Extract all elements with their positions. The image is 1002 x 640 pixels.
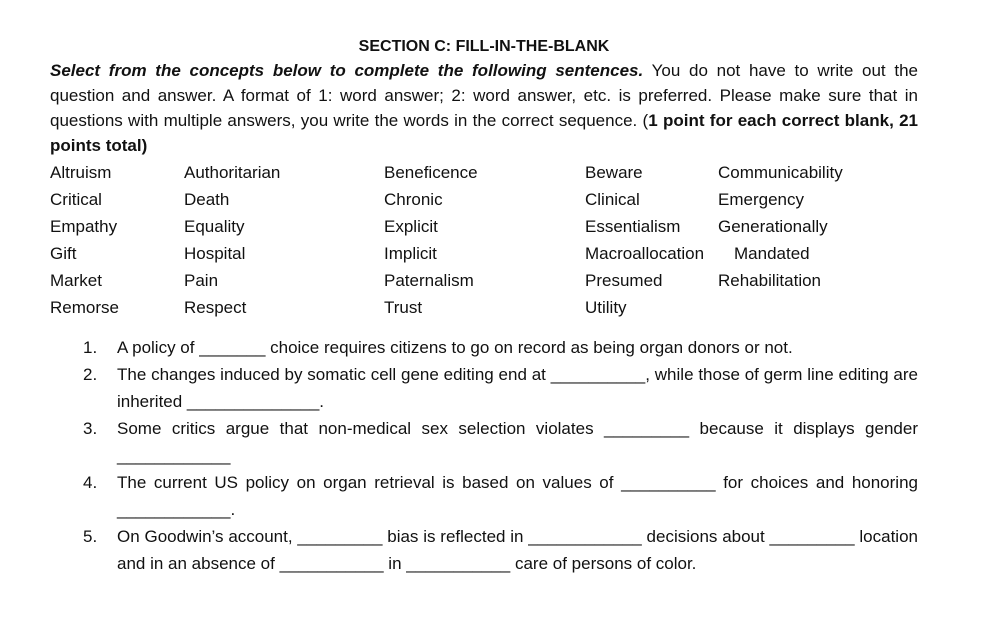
word-bank-column-2 <box>184 160 280 322</box>
word-bank-column-1 <box>50 160 119 322</box>
word-bank-item: Critical <box>50 190 102 209</box>
question-text: Some critics argue that non-medical sex selection violates _________ because it displays gender ____________ <box>117 419 918 465</box>
word-bank-item: Clinical <box>585 190 640 209</box>
word-bank-item: Chronic <box>384 190 443 209</box>
question-text: The changes induced by somatic cell gene editing end at __________, while those of germ line editing are inherited ______________. <box>117 365 918 411</box>
question-number: 4. <box>83 473 98 492</box>
word-bank-item: Explicit <box>384 217 438 236</box>
word-bank-item: Market <box>50 271 102 290</box>
word-bank-item: Trust <box>384 298 423 317</box>
word-bank-item: Macroallocation <box>585 244 705 263</box>
question-number: 2. <box>83 365 98 384</box>
question-text: A policy of _______ choice requires citizens to go on record as being organ donors or not. <box>117 338 793 357</box>
word-bank-column-5 <box>718 160 843 295</box>
word-bank-column-4 <box>585 160 704 322</box>
word-bank <box>50 160 918 322</box>
word-bank-item: Utility <box>585 298 627 317</box>
question-5 <box>50 523 918 577</box>
section-title: SECTION C: FILL-IN-THE-BLANK <box>358 38 610 55</box>
word-bank-item: Rehabilitation <box>718 271 822 290</box>
word-bank-item: Presumed <box>585 271 663 290</box>
question-number: 1. <box>83 338 98 357</box>
word-bank-item: Implicit <box>384 244 437 263</box>
word-bank-item: Equality <box>184 217 245 236</box>
word-bank-item: Altruism <box>50 163 112 182</box>
word-bank-item: Paternalism <box>384 271 474 290</box>
word-bank-item: Authoritarian <box>184 163 281 182</box>
word-bank-item: Essentialism <box>585 217 681 236</box>
word-bank-item: Generationally <box>718 217 828 236</box>
word-bank-item: Emergency <box>718 190 804 209</box>
word-bank-item: Remorse <box>50 298 119 317</box>
word-bank-item: Gift <box>50 244 77 263</box>
instructions <box>50 58 918 158</box>
question-number: 3. <box>83 419 98 438</box>
word-bank-item: Empathy <box>50 217 118 236</box>
word-bank-item: Communicability <box>718 163 843 182</box>
word-bank-item: Hospital <box>184 244 246 263</box>
question-list <box>50 334 918 577</box>
question-number: 5. <box>83 527 98 546</box>
question-2 <box>50 361 918 415</box>
word-bank-item: Beneficence <box>384 163 478 182</box>
word-bank-column-3 <box>384 160 478 322</box>
word-bank-item: Respect <box>184 298 247 317</box>
word-bank-item: Pain <box>184 271 219 290</box>
word-bank-item: Beware <box>585 163 643 182</box>
question-1 <box>50 334 918 361</box>
question-text: On Goodwin’s account, _________ bias is reflected in ____________ decisions about _________ location and in an absence of ___________ in ___________ care of persons of color. <box>117 527 918 573</box>
instructions-lead: Select from the concepts below to complete the following sentences. <box>50 61 644 80</box>
document-page <box>50 36 918 577</box>
instructions-points: 1 point for each correct blank, 21 points total) <box>50 111 918 155</box>
question-text: The current US policy on organ retrieval is based on values of __________ for choices and honoring ____________. <box>117 473 918 519</box>
instructions-body: You do not have to write out the question and answer. A format of 1: word answer; 2: word answer, etc. is preferred. Please make sure that in questions with multiple answers, you write the words in the correct sequence. ( <box>50 61 918 130</box>
word-bank-item: Death <box>184 190 230 209</box>
question-4 <box>50 469 918 523</box>
question-3 <box>50 415 918 469</box>
word-bank-item: Mandated <box>734 244 810 263</box>
